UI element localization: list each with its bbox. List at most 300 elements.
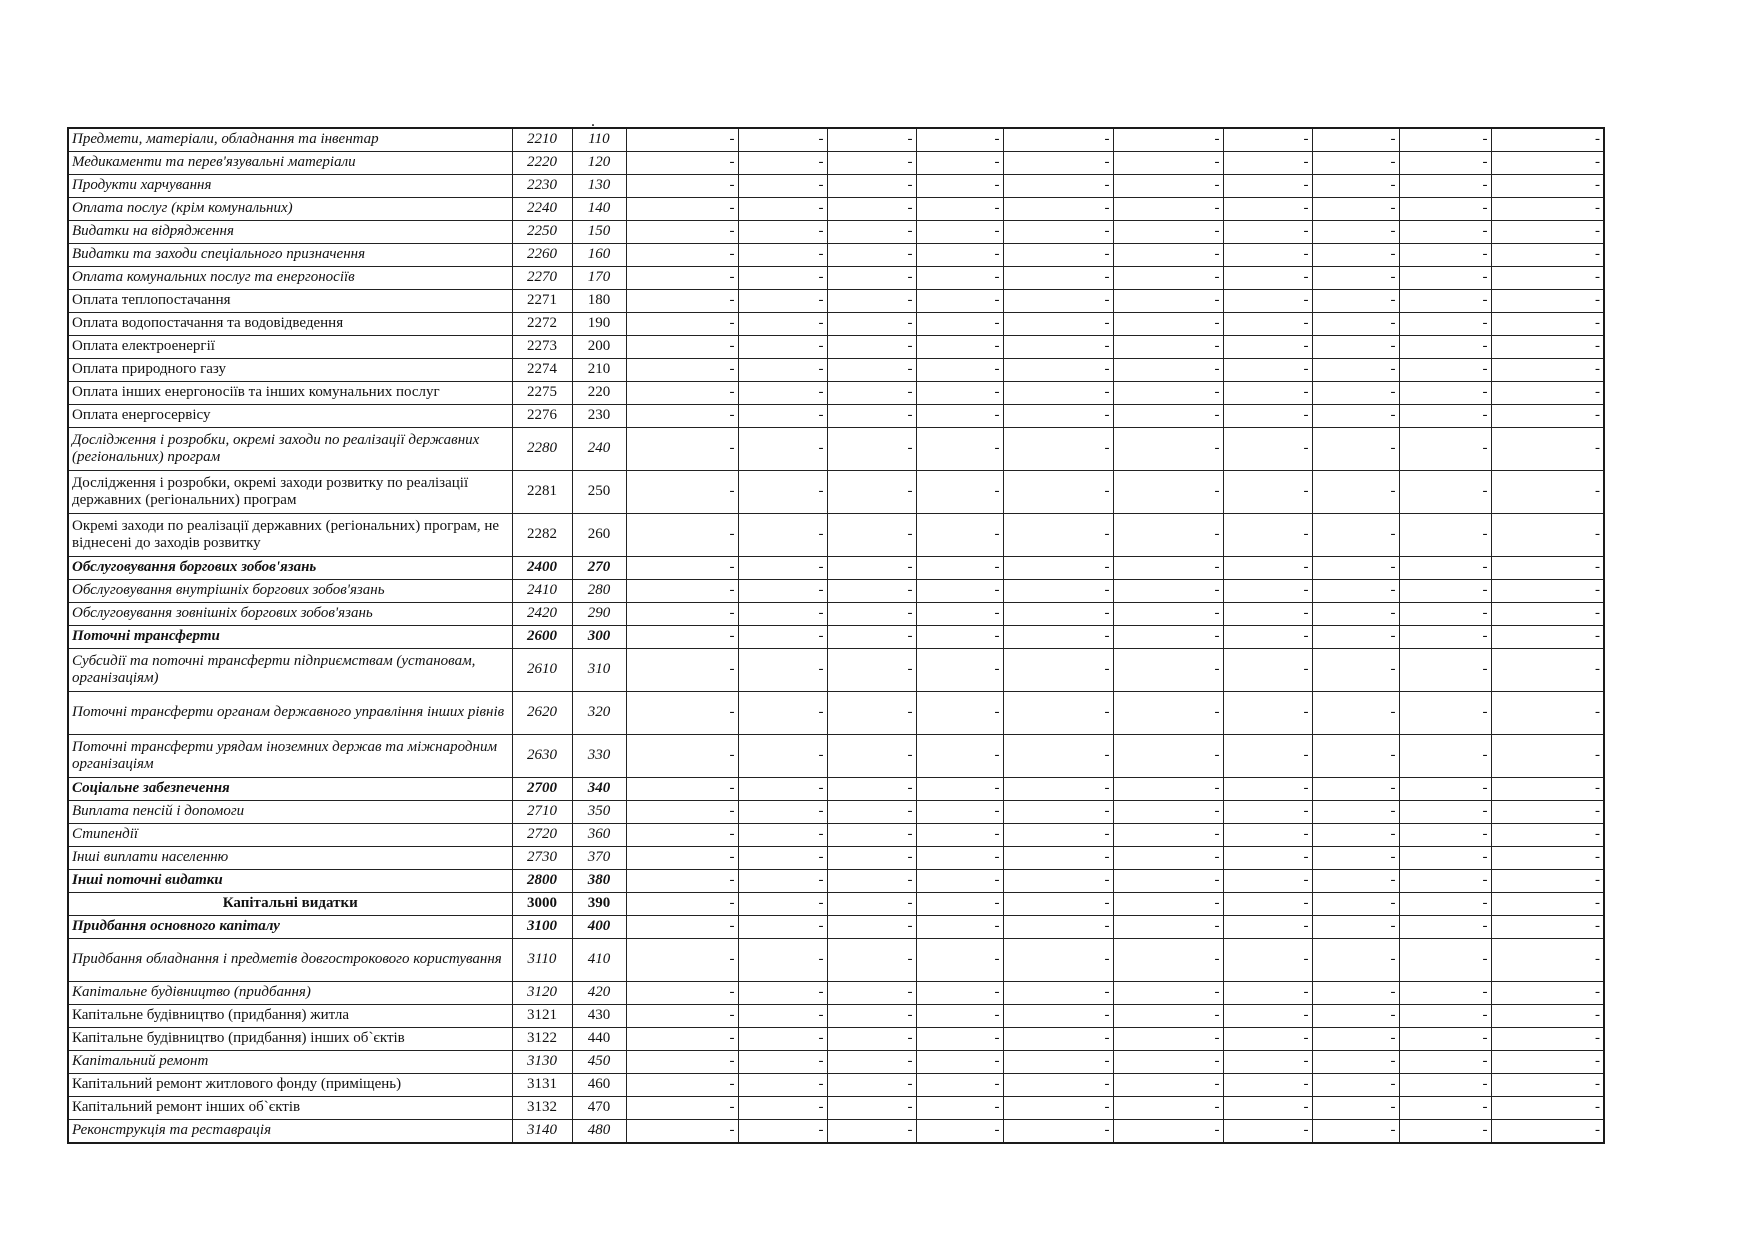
value-cell: -	[1399, 778, 1491, 801]
row-name: Окремі заходи по реалізації державних (регіональних) програм, не віднесені до заходів розвитку	[68, 514, 512, 557]
value-cell: -	[827, 267, 916, 290]
value-cell: -	[626, 735, 738, 778]
table-row	[68, 359, 1604, 382]
row-line-number: 210	[572, 359, 626, 382]
value-cell: -	[626, 1097, 738, 1120]
value-cell: -	[738, 626, 827, 649]
table-row	[68, 626, 1604, 649]
row-kekv-code: 2210	[512, 128, 572, 152]
value-cell: -	[827, 982, 916, 1005]
table-row	[68, 870, 1604, 893]
value-cell: -	[1113, 801, 1223, 824]
row-name: Видатки на відрядження	[68, 221, 512, 244]
value-cell: -	[916, 1074, 1003, 1097]
value-cell: -	[1003, 514, 1113, 557]
row-kekv-code: 2282	[512, 514, 572, 557]
table-row	[68, 801, 1604, 824]
value-cell: -	[738, 649, 827, 692]
row-line-number: 200	[572, 336, 626, 359]
value-cell: -	[1312, 244, 1399, 267]
value-cell: -	[916, 1051, 1003, 1074]
value-cell: -	[1223, 1097, 1312, 1120]
value-cell: -	[1003, 382, 1113, 405]
row-kekv-code: 3000	[512, 893, 572, 916]
value-cell: -	[626, 801, 738, 824]
row-kekv-code: 2710	[512, 801, 572, 824]
row-kekv-code: 2280	[512, 428, 572, 471]
row-line-number: 150	[572, 221, 626, 244]
value-cell: -	[1223, 152, 1312, 175]
row-name: Обслуговування боргових зобов'язань	[68, 557, 512, 580]
value-cell: -	[1491, 1051, 1604, 1074]
table-row	[68, 514, 1604, 557]
value-cell: -	[738, 152, 827, 175]
row-line-number: 120	[572, 152, 626, 175]
value-cell: -	[916, 939, 1003, 982]
value-cell: -	[738, 1120, 827, 1144]
value-cell: -	[1113, 152, 1223, 175]
table-row	[68, 692, 1604, 735]
value-cell: -	[626, 359, 738, 382]
row-kekv-code: 3121	[512, 1005, 572, 1028]
value-cell: -	[1312, 267, 1399, 290]
table-row	[68, 847, 1604, 870]
table-row	[68, 580, 1604, 603]
value-cell: -	[1223, 916, 1312, 939]
value-cell: -	[1223, 175, 1312, 198]
value-cell: -	[738, 916, 827, 939]
value-cell: -	[1003, 1074, 1113, 1097]
value-cell: -	[1003, 982, 1113, 1005]
value-cell: -	[1113, 649, 1223, 692]
value-cell: -	[626, 692, 738, 735]
value-cell: -	[1113, 916, 1223, 939]
row-name: Оплата природного газу	[68, 359, 512, 382]
value-cell: -	[1113, 175, 1223, 198]
value-cell: -	[827, 824, 916, 847]
value-cell: -	[1399, 428, 1491, 471]
value-cell: -	[916, 557, 1003, 580]
value-cell: -	[738, 313, 827, 336]
row-name: Соціальне забезпечення	[68, 778, 512, 801]
row-line-number: 170	[572, 267, 626, 290]
value-cell: -	[1491, 1097, 1604, 1120]
value-cell: -	[1491, 580, 1604, 603]
value-cell: -	[626, 405, 738, 428]
value-cell: -	[1003, 152, 1113, 175]
row-name: Інші виплати населенню	[68, 847, 512, 870]
value-cell: -	[1312, 778, 1399, 801]
value-cell: -	[1003, 557, 1113, 580]
row-line-number: 160	[572, 244, 626, 267]
value-cell: -	[1491, 267, 1604, 290]
value-cell: -	[827, 916, 916, 939]
table-row	[68, 175, 1604, 198]
value-cell: -	[916, 649, 1003, 692]
row-name: Реконструкція та реставрація	[68, 1120, 512, 1144]
value-cell: -	[916, 405, 1003, 428]
row-kekv-code: 2273	[512, 336, 572, 359]
value-cell: -	[1312, 824, 1399, 847]
value-cell: -	[1312, 471, 1399, 514]
row-line-number: 410	[572, 939, 626, 982]
value-cell: -	[738, 514, 827, 557]
value-cell: -	[916, 1120, 1003, 1144]
value-cell: -	[1003, 603, 1113, 626]
value-cell: -	[1312, 603, 1399, 626]
table-row	[68, 916, 1604, 939]
value-cell: -	[1003, 471, 1113, 514]
value-cell: -	[1003, 649, 1113, 692]
value-cell: -	[738, 603, 827, 626]
value-cell: -	[1223, 382, 1312, 405]
table-row	[68, 824, 1604, 847]
value-cell: -	[1223, 870, 1312, 893]
value-cell: -	[1003, 313, 1113, 336]
value-cell: -	[1491, 175, 1604, 198]
value-cell: -	[626, 428, 738, 471]
value-cell: -	[738, 801, 827, 824]
value-cell: -	[827, 221, 916, 244]
value-cell: -	[626, 514, 738, 557]
row-kekv-code: 2250	[512, 221, 572, 244]
row-line-number: 190	[572, 313, 626, 336]
value-cell: -	[827, 290, 916, 313]
value-cell: -	[1399, 1028, 1491, 1051]
row-kekv-code: 2276	[512, 405, 572, 428]
value-cell: -	[1003, 1051, 1113, 1074]
value-cell: -	[1312, 1074, 1399, 1097]
row-kekv-code: 2274	[512, 359, 572, 382]
row-kekv-code: 2610	[512, 649, 572, 692]
table-row	[68, 267, 1604, 290]
row-line-number: 330	[572, 735, 626, 778]
value-cell: -	[1113, 778, 1223, 801]
value-cell: -	[738, 1028, 827, 1051]
value-cell: -	[626, 290, 738, 313]
row-name: Капітальне будівництво (придбання) житла	[68, 1005, 512, 1028]
row-name: Придбання обладнання і предметів довгострокового користування	[68, 939, 512, 982]
value-cell: -	[738, 735, 827, 778]
value-cell: -	[1491, 244, 1604, 267]
value-cell: -	[916, 359, 1003, 382]
row-name: Капітальне будівництво (придбання) інших об`єктів	[68, 1028, 512, 1051]
value-cell: -	[1312, 1051, 1399, 1074]
value-cell: -	[1223, 603, 1312, 626]
value-cell: -	[626, 778, 738, 801]
value-cell: -	[1491, 313, 1604, 336]
value-cell: -	[1113, 514, 1223, 557]
value-cell: -	[827, 893, 916, 916]
value-cell: -	[626, 1028, 738, 1051]
value-cell: -	[1399, 267, 1491, 290]
table-row	[68, 1097, 1604, 1120]
value-cell: -	[827, 580, 916, 603]
value-cell: -	[916, 692, 1003, 735]
row-kekv-code: 2275	[512, 382, 572, 405]
value-cell: -	[1223, 336, 1312, 359]
value-cell: -	[1312, 336, 1399, 359]
value-cell: -	[1399, 313, 1491, 336]
value-cell: -	[916, 221, 1003, 244]
value-cell: -	[626, 336, 738, 359]
value-cell: -	[827, 359, 916, 382]
value-cell: -	[1003, 893, 1113, 916]
row-line-number: 420	[572, 982, 626, 1005]
value-cell: -	[916, 580, 1003, 603]
row-line-number: 320	[572, 692, 626, 735]
value-cell: -	[738, 336, 827, 359]
row-line-number: 440	[572, 1028, 626, 1051]
value-cell: -	[1003, 824, 1113, 847]
value-cell: -	[916, 603, 1003, 626]
value-cell: -	[738, 1097, 827, 1120]
value-cell: -	[1491, 735, 1604, 778]
value-cell: -	[1223, 428, 1312, 471]
value-cell: -	[1113, 1120, 1223, 1144]
table-body	[68, 128, 1604, 1143]
value-cell: -	[1223, 514, 1312, 557]
row-line-number: 180	[572, 290, 626, 313]
table-row	[68, 982, 1604, 1005]
table-row	[68, 152, 1604, 175]
value-cell: -	[626, 128, 738, 152]
row-line-number: 350	[572, 801, 626, 824]
value-cell: -	[738, 893, 827, 916]
row-line-number: 470	[572, 1097, 626, 1120]
value-cell: -	[1491, 916, 1604, 939]
row-kekv-code: 2410	[512, 580, 572, 603]
value-cell: -	[1223, 939, 1312, 982]
value-cell: -	[626, 893, 738, 916]
value-cell: -	[1399, 982, 1491, 1005]
table-row	[68, 778, 1604, 801]
value-cell: -	[916, 735, 1003, 778]
value-cell: -	[1223, 267, 1312, 290]
row-line-number: 480	[572, 1120, 626, 1144]
value-cell: -	[1399, 514, 1491, 557]
row-kekv-code: 2700	[512, 778, 572, 801]
value-cell: -	[1312, 152, 1399, 175]
value-cell: -	[827, 382, 916, 405]
value-cell: -	[626, 916, 738, 939]
value-cell: -	[1491, 514, 1604, 557]
value-cell: -	[1491, 152, 1604, 175]
value-cell: -	[1399, 290, 1491, 313]
table-row	[68, 428, 1604, 471]
value-cell: -	[1491, 557, 1604, 580]
row-kekv-code: 2260	[512, 244, 572, 267]
value-cell: -	[1223, 982, 1312, 1005]
value-cell: -	[1003, 267, 1113, 290]
value-cell: -	[1113, 471, 1223, 514]
row-name: Поточні трансферти органам державного управління інших рівнів	[68, 692, 512, 735]
value-cell: -	[1223, 847, 1312, 870]
row-kekv-code: 2220	[512, 152, 572, 175]
value-cell: -	[916, 152, 1003, 175]
value-cell: -	[626, 198, 738, 221]
value-cell: -	[1003, 359, 1113, 382]
row-kekv-code: 2400	[512, 557, 572, 580]
value-cell: -	[916, 290, 1003, 313]
row-line-number: 260	[572, 514, 626, 557]
value-cell: -	[1491, 692, 1604, 735]
row-kekv-code: 3110	[512, 939, 572, 982]
value-cell: -	[1003, 939, 1113, 982]
row-name: Виплата пенсій і допомоги	[68, 801, 512, 824]
row-line-number: 290	[572, 603, 626, 626]
row-kekv-code: 2420	[512, 603, 572, 626]
table-row	[68, 405, 1604, 428]
value-cell: -	[626, 152, 738, 175]
value-cell: -	[1113, 313, 1223, 336]
row-kekv-code: 3132	[512, 1097, 572, 1120]
value-cell: -	[916, 1005, 1003, 1028]
value-cell: -	[1491, 626, 1604, 649]
value-cell: -	[827, 336, 916, 359]
row-line-number: 400	[572, 916, 626, 939]
row-name: Оплата послуг (крім комунальних)	[68, 198, 512, 221]
value-cell: -	[1113, 893, 1223, 916]
value-cell: -	[1399, 152, 1491, 175]
value-cell: -	[1003, 735, 1113, 778]
value-cell: -	[1312, 847, 1399, 870]
value-cell: -	[1223, 1120, 1312, 1144]
value-cell: -	[1491, 801, 1604, 824]
value-cell: -	[827, 1097, 916, 1120]
row-kekv-code: 3130	[512, 1051, 572, 1074]
row-name: Обслуговування внутрішніх боргових зобов'язань	[68, 580, 512, 603]
value-cell: -	[916, 267, 1003, 290]
row-kekv-code: 2620	[512, 692, 572, 735]
value-cell: -	[738, 580, 827, 603]
row-line-number: 230	[572, 405, 626, 428]
value-cell: -	[916, 175, 1003, 198]
value-cell: -	[1113, 692, 1223, 735]
row-kekv-code: 3131	[512, 1074, 572, 1097]
value-cell: -	[1312, 1120, 1399, 1144]
value-cell: -	[626, 626, 738, 649]
value-cell: -	[1491, 290, 1604, 313]
value-cell: -	[1003, 1028, 1113, 1051]
value-cell: -	[1399, 382, 1491, 405]
value-cell: -	[827, 1028, 916, 1051]
value-cell: -	[738, 428, 827, 471]
value-cell: -	[827, 514, 916, 557]
row-kekv-code: 2730	[512, 847, 572, 870]
value-cell: -	[1223, 244, 1312, 267]
value-cell: -	[916, 916, 1003, 939]
value-cell: -	[1312, 1028, 1399, 1051]
row-kekv-code: 2270	[512, 267, 572, 290]
value-cell: -	[1223, 626, 1312, 649]
row-name: Дослідження і розробки, окремі заходи по реалізації державних (регіональних) програм	[68, 428, 512, 471]
row-line-number: 240	[572, 428, 626, 471]
value-cell: -	[1312, 626, 1399, 649]
value-cell: -	[1491, 198, 1604, 221]
value-cell: -	[1223, 893, 1312, 916]
value-cell: -	[827, 801, 916, 824]
value-cell: -	[916, 847, 1003, 870]
value-cell: -	[1312, 580, 1399, 603]
value-cell: -	[916, 1097, 1003, 1120]
value-cell: -	[1399, 405, 1491, 428]
value-cell: -	[1223, 128, 1312, 152]
value-cell: -	[1003, 1120, 1113, 1144]
value-cell: -	[1003, 580, 1113, 603]
row-line-number: 220	[572, 382, 626, 405]
value-cell: -	[1399, 336, 1491, 359]
value-cell: -	[626, 244, 738, 267]
value-cell: -	[1113, 198, 1223, 221]
value-cell: -	[1003, 198, 1113, 221]
row-name: Поточні трансферти	[68, 626, 512, 649]
value-cell: -	[1223, 359, 1312, 382]
value-cell: -	[626, 649, 738, 692]
value-cell: -	[1113, 603, 1223, 626]
value-cell: -	[626, 557, 738, 580]
value-cell: -	[1312, 1097, 1399, 1120]
value-cell: -	[1491, 649, 1604, 692]
value-cell: -	[827, 1120, 916, 1144]
value-cell: -	[916, 870, 1003, 893]
value-cell: -	[626, 1005, 738, 1028]
row-line-number: 460	[572, 1074, 626, 1097]
value-cell: -	[738, 1005, 827, 1028]
value-cell: -	[1003, 336, 1113, 359]
value-cell: -	[1399, 692, 1491, 735]
row-name: Медикаменти та перев'язувальні матеріали	[68, 152, 512, 175]
row-line-number: 130	[572, 175, 626, 198]
value-cell: -	[1113, 1028, 1223, 1051]
value-cell: -	[1399, 1051, 1491, 1074]
table-row	[68, 557, 1604, 580]
value-cell: -	[1223, 580, 1312, 603]
value-cell: -	[1312, 382, 1399, 405]
value-cell: -	[916, 801, 1003, 824]
value-cell: -	[738, 778, 827, 801]
value-cell: -	[1312, 221, 1399, 244]
value-cell: -	[738, 982, 827, 1005]
value-cell: -	[1399, 175, 1491, 198]
value-cell: -	[1491, 128, 1604, 152]
value-cell: -	[1003, 801, 1113, 824]
value-cell: -	[626, 313, 738, 336]
row-name: Капітальний ремонт	[68, 1051, 512, 1074]
table-row	[68, 735, 1604, 778]
value-cell: -	[738, 692, 827, 735]
value-cell: -	[1223, 735, 1312, 778]
value-cell: -	[1003, 626, 1113, 649]
value-cell: -	[916, 128, 1003, 152]
row-name: Поточні трансферти урядам іноземних держав та міжнародним організаціям	[68, 735, 512, 778]
value-cell: -	[1113, 1051, 1223, 1074]
value-cell: -	[1113, 244, 1223, 267]
row-name: Оплата інших енергоносіїв та інших комунальних послуг	[68, 382, 512, 405]
value-cell: -	[916, 244, 1003, 267]
value-cell: -	[1399, 359, 1491, 382]
row-kekv-code: 3122	[512, 1028, 572, 1051]
value-cell: -	[1223, 405, 1312, 428]
value-cell: -	[1399, 580, 1491, 603]
value-cell: -	[1003, 221, 1113, 244]
row-name: Капітальний ремонт інших об`єктів	[68, 1097, 512, 1120]
value-cell: -	[827, 649, 916, 692]
value-cell: -	[1491, 359, 1604, 382]
value-cell: -	[1003, 1005, 1113, 1028]
value-cell: -	[1312, 428, 1399, 471]
row-kekv-code: 2230	[512, 175, 572, 198]
